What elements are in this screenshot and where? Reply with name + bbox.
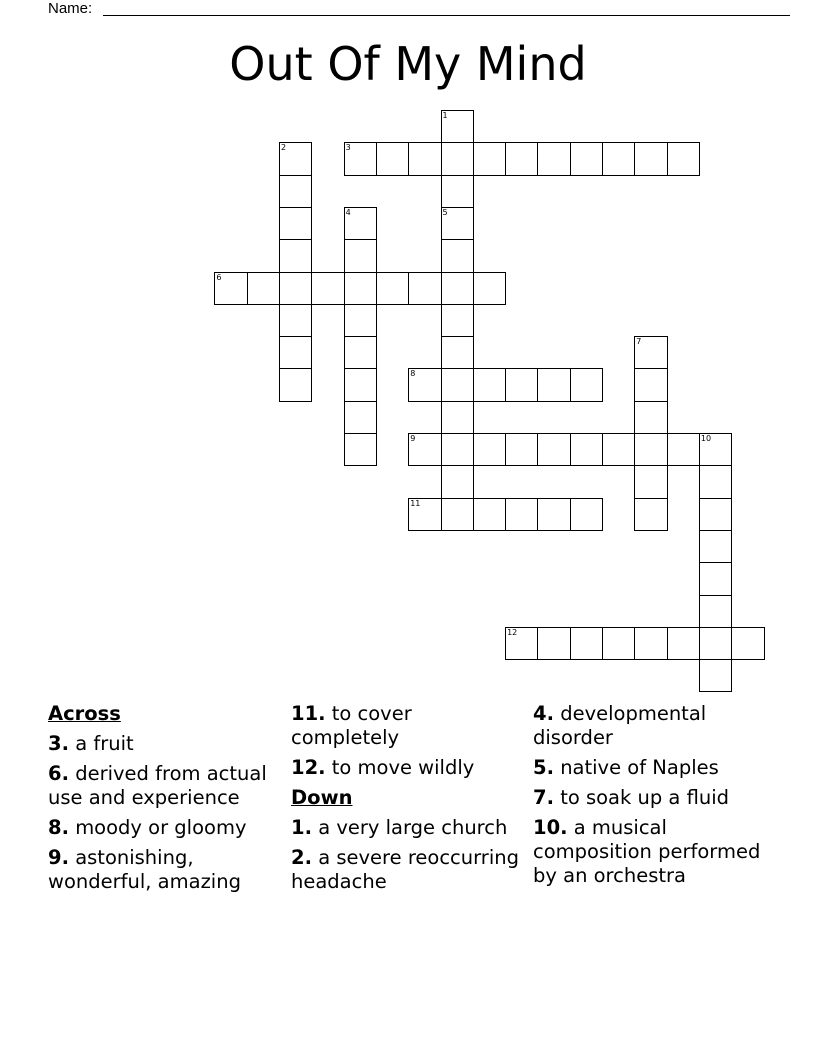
clue-text: a severe reoccurring headache (291, 846, 519, 893)
grid-cell[interactable] (570, 142, 603, 175)
grid-cell[interactable] (247, 272, 280, 305)
grid-cell[interactable] (441, 175, 474, 208)
clue-text: derived from actual use and experience (48, 762, 267, 809)
cell-number: 6 (216, 272, 222, 282)
clue-text: moody or gloomy (75, 816, 247, 839)
clue-number: 12. (291, 756, 326, 779)
grid-cell[interactable] (214, 272, 247, 305)
grid-cell[interactable] (441, 272, 474, 305)
clue-text: to soak up a fluid (560, 786, 730, 809)
clue-down-4 (533, 702, 765, 750)
cell-number: 10 (700, 434, 712, 443)
name-label: Name: (48, 0, 93, 17)
clue-number: 8. (48, 816, 69, 839)
across-heading: Across (48, 702, 121, 725)
grid-cell[interactable] (279, 272, 312, 305)
grid-cell[interactable] (602, 433, 635, 466)
clue-column-3 (533, 702, 765, 894)
grid-cell[interactable] (441, 465, 474, 498)
clue-text: a fruit (75, 732, 134, 755)
cell-number: 3 (345, 143, 351, 153)
clue-text: astonishing, wonderful, amazing (48, 846, 241, 893)
clue-number: 2. (291, 846, 312, 869)
clue-text: native of Naples (560, 756, 719, 779)
clue-down-10 (533, 816, 765, 888)
grid-cell[interactable] (699, 433, 732, 466)
clue-across-3 (48, 732, 280, 756)
grid-cell[interactable] (279, 239, 312, 272)
clue-text: a very large church (318, 816, 508, 839)
grid-cell[interactable] (634, 627, 667, 660)
grid-cell[interactable] (344, 207, 377, 240)
grid-cell[interactable] (441, 142, 474, 175)
grid-cell[interactable] (376, 272, 409, 305)
clue-across-12 (291, 756, 523, 780)
clue-number: 4. (533, 702, 554, 725)
grid-cell[interactable] (667, 433, 700, 466)
clue-number: 11. (291, 702, 326, 725)
grid-cell[interactable] (344, 304, 377, 337)
grid-cell[interactable] (311, 272, 344, 305)
grid-cell[interactable] (279, 368, 312, 401)
grid-cell[interactable] (634, 433, 667, 466)
grid-cell[interactable] (279, 336, 312, 369)
grid-cell[interactable] (699, 465, 732, 498)
grid-cell[interactable] (473, 272, 506, 305)
clue-across-9 (48, 846, 280, 894)
grid-cell[interactable] (408, 272, 441, 305)
cell-number: 9 (410, 434, 416, 443)
grid-cell[interactable] (505, 433, 538, 466)
grid-cell[interactable] (473, 142, 506, 175)
grid-cell[interactable] (634, 465, 667, 498)
grid-cell[interactable] (344, 401, 377, 434)
grid-cell[interactable] (408, 498, 441, 531)
clue-number: 3. (48, 732, 69, 755)
clue-down-7 (533, 786, 765, 810)
grid-cell[interactable] (667, 627, 700, 660)
grid-cell[interactable] (441, 304, 474, 337)
grid-cell[interactable] (699, 498, 732, 531)
grid-cell[interactable] (699, 530, 732, 563)
cell-number: 8 (410, 369, 416, 379)
grid-cell[interactable] (441, 239, 474, 272)
cell-number: 5 (442, 207, 448, 217)
grid-cell[interactable] (441, 433, 474, 466)
grid-cell[interactable] (441, 498, 474, 531)
grid-cell[interactable] (408, 433, 441, 466)
down-heading: Down (291, 786, 353, 809)
grid-cell[interactable] (505, 142, 538, 175)
cell-number: 7 (636, 337, 642, 347)
grid-cell[interactable] (344, 239, 377, 272)
grid-cell[interactable] (537, 142, 570, 175)
grid-cell[interactable] (344, 368, 377, 401)
grid-cell[interactable] (570, 498, 603, 531)
clue-number: 7. (533, 786, 554, 809)
clue-across-8 (48, 816, 280, 840)
grid-cell[interactable] (441, 401, 474, 434)
cell-number: 4 (345, 207, 351, 217)
grid-cell[interactable] (344, 272, 377, 305)
grid-cell[interactable] (699, 627, 732, 660)
grid-cell[interactable] (537, 433, 570, 466)
clue-text: a musical composition performed by an orchestra (533, 816, 761, 887)
cell-number: 2 (281, 143, 287, 153)
grid-cell[interactable] (505, 627, 538, 660)
grid-cell[interactable] (441, 368, 474, 401)
grid-cell[interactable] (344, 142, 377, 175)
grid-cell[interactable] (634, 498, 667, 531)
grid-cell[interactable] (731, 627, 764, 660)
grid-cell[interactable] (699, 562, 732, 595)
grid-cell[interactable] (570, 433, 603, 466)
cell-number: 12 (507, 627, 518, 637)
grid-cell[interactable] (634, 336, 667, 369)
grid-cell[interactable] (473, 498, 506, 531)
clue-number: 5. (533, 756, 554, 779)
grid-cell[interactable] (570, 368, 603, 401)
grid-cell[interactable] (634, 401, 667, 434)
grid-cell[interactable] (376, 142, 409, 175)
clue-text: to move wildly (331, 756, 475, 779)
cell-number: 11 (410, 498, 421, 508)
clue-number: 10. (533, 816, 568, 839)
grid-cell[interactable] (505, 498, 538, 531)
grid-cell[interactable] (344, 336, 377, 369)
clue-down-1 (291, 816, 523, 840)
grid-cell[interactable] (537, 498, 570, 531)
cell-number: 1 (442, 111, 448, 120)
clue-across-6 (48, 762, 280, 810)
grid-cell[interactable] (505, 368, 538, 401)
grid-cell[interactable] (279, 207, 312, 240)
grid-cell[interactable] (441, 336, 474, 369)
clue-number: 1. (291, 816, 312, 839)
grid-cell[interactable] (537, 368, 570, 401)
clue-column-1 (48, 702, 280, 900)
clue-number: 9. (48, 846, 69, 869)
grid-cell[interactable] (408, 142, 441, 175)
grid-cell[interactable] (699, 659, 732, 692)
grid-cell[interactable] (634, 368, 667, 401)
clue-down-2 (291, 846, 523, 894)
grid-cell[interactable] (570, 627, 603, 660)
grid-cell[interactable] (279, 304, 312, 337)
puzzle-title: Out Of My Mind (229, 37, 587, 91)
grid-cell[interactable] (279, 142, 312, 175)
clue-text: to cover completely (291, 702, 412, 749)
grid-cell[interactable] (441, 110, 474, 143)
clue-number: 6. (48, 762, 69, 785)
clue-down-5 (533, 756, 765, 780)
grid-cell[interactable] (473, 368, 506, 401)
grid-cell[interactable] (602, 627, 635, 660)
grid-cell[interactable] (408, 368, 441, 401)
grid-cell[interactable] (279, 175, 312, 208)
grid-cell[interactable] (473, 433, 506, 466)
grid-cell[interactable] (602, 142, 635, 175)
grid-cell[interactable] (344, 433, 377, 466)
clue-text: developmental disorder (533, 702, 707, 749)
clue-column-2 (291, 702, 523, 900)
grid-cell[interactable] (441, 207, 474, 240)
grid-cell[interactable] (699, 595, 732, 628)
grid-cell[interactable] (537, 627, 570, 660)
grid-cell[interactable] (667, 142, 700, 175)
clue-across-11 (291, 702, 523, 750)
grid-cell[interactable] (634, 142, 667, 175)
